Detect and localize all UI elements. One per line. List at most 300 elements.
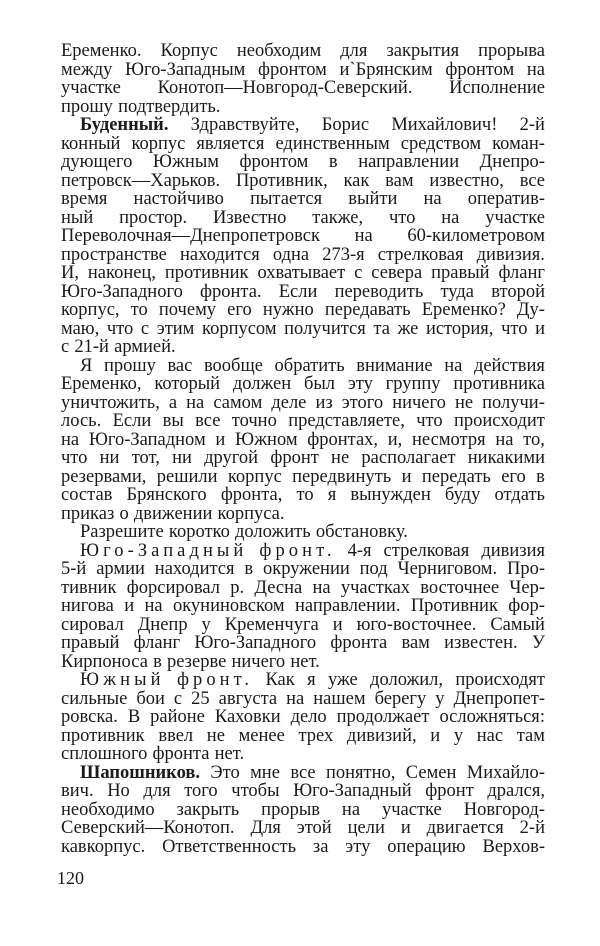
word: юго-восточнее. — [356, 614, 477, 635]
section-heading: Юго-Западный — [80, 540, 248, 561]
word: получи- — [482, 392, 545, 413]
word: нужно — [262, 300, 314, 320]
word: располагает — [361, 448, 456, 468]
text-line — [61, 264, 545, 283]
word: августа — [218, 688, 278, 709]
word: простор. — [119, 207, 188, 228]
word: никакими — [467, 448, 545, 468]
text-line — [61, 449, 545, 468]
word: с — [173, 688, 183, 709]
word: прошу — [61, 96, 113, 117]
word: уничтожить, — [61, 392, 160, 413]
word: Как — [265, 670, 295, 690]
text-line — [61, 227, 545, 246]
word: для — [143, 781, 171, 801]
word: 5-й — [61, 559, 87, 579]
word: закрытия — [386, 41, 460, 61]
word: пространстве — [61, 244, 167, 265]
text-line — [61, 357, 545, 376]
word: на — [444, 355, 463, 376]
word: двигается — [426, 818, 504, 838]
word: У — [531, 633, 545, 653]
text-line — [61, 190, 545, 209]
word: Днепро- — [479, 152, 545, 172]
word: прорыв — [261, 799, 320, 820]
text-line — [61, 801, 545, 820]
word: дрался, — [487, 781, 545, 801]
word: Исполнение — [449, 78, 545, 98]
word: Противник, — [235, 170, 328, 191]
word: то — [296, 485, 314, 505]
word: все — [290, 762, 316, 783]
word: ный — [61, 207, 94, 228]
word: понятно, — [325, 762, 396, 783]
word: нет. — [290, 651, 320, 672]
word: история, — [425, 318, 494, 339]
text-line — [61, 209, 545, 228]
word: Но — [107, 781, 130, 801]
text-line — [61, 375, 545, 394]
word: эту — [347, 374, 373, 394]
word: что — [61, 448, 88, 468]
text-line — [61, 764, 545, 783]
word: коротко — [168, 522, 230, 542]
word: деле — [271, 392, 307, 413]
word: 25 — [191, 688, 210, 709]
word: Чер- — [509, 577, 545, 598]
word: буду — [444, 485, 481, 505]
word: обратить — [274, 355, 345, 376]
word: который — [154, 374, 221, 394]
word: передвинуть — [292, 466, 392, 487]
word: необходим — [236, 41, 322, 61]
word: состав — [61, 485, 113, 505]
word: не — [206, 725, 225, 746]
word: средством — [400, 133, 482, 154]
word: решили — [156, 466, 218, 487]
word: лось. — [61, 411, 102, 431]
text-line — [61, 431, 545, 450]
word: противника — [453, 374, 545, 394]
word: Самый — [490, 614, 545, 635]
text-line — [61, 79, 545, 98]
word: нас — [476, 725, 504, 746]
word: из — [315, 392, 333, 413]
word: же — [397, 318, 419, 339]
word: Семен — [405, 762, 457, 783]
word: корпус — [227, 466, 282, 487]
word: Для — [250, 818, 281, 838]
text-line — [61, 671, 545, 690]
page-number: 120 — [57, 868, 84, 888]
word: и — [535, 318, 545, 339]
word: и — [401, 466, 412, 487]
word: Днепр — [137, 614, 188, 635]
word: восточнее — [420, 577, 500, 598]
word: также, — [312, 207, 364, 228]
word: является — [196, 133, 265, 154]
word: то — [130, 300, 148, 320]
word: у — [201, 614, 211, 635]
word: участках — [340, 577, 411, 598]
word: второй — [491, 281, 545, 302]
word: 2-й — [519, 818, 545, 838]
word: Юго-Западном — [88, 429, 206, 450]
word: трех — [298, 725, 334, 746]
word: другой — [204, 448, 259, 468]
word: на — [526, 59, 545, 80]
word: Юго-Западным — [125, 59, 246, 80]
word: этой — [296, 818, 332, 838]
word: Кирпоноса — [61, 651, 148, 672]
word: на — [441, 207, 460, 228]
word: Это — [210, 762, 240, 783]
word: кавкорпус. — [61, 836, 146, 857]
text-line — [61, 653, 545, 672]
word: фронта — [152, 744, 210, 764]
word: коман- — [492, 133, 545, 154]
text-line — [61, 505, 545, 524]
text-line — [61, 708, 545, 727]
text-line — [61, 153, 545, 172]
word: и`Брянским — [339, 59, 433, 80]
word: Еременко? — [421, 300, 506, 320]
word: 60-километровом — [407, 226, 545, 246]
word: корпусом — [202, 318, 277, 339]
word: в — [244, 559, 254, 579]
word: на — [423, 189, 442, 209]
word: Известно — [212, 207, 287, 228]
text-line — [61, 542, 545, 561]
word: нет. — [214, 744, 245, 764]
word: фронт — [270, 448, 319, 468]
word: то, — [523, 429, 545, 450]
word: фронтах, — [307, 429, 379, 450]
word: на — [354, 226, 373, 246]
word: туда — [440, 281, 475, 302]
word: севера — [371, 263, 423, 283]
word: этого — [341, 392, 384, 413]
word: фронтом — [258, 59, 327, 80]
word: окружении — [263, 559, 350, 579]
word: Михайлович! — [391, 115, 498, 135]
word: с — [140, 318, 150, 339]
word: тивник — [61, 577, 117, 598]
word: наконец, — [87, 263, 156, 283]
word: и — [215, 429, 226, 450]
word: И, — [61, 263, 79, 283]
word: армией. — [114, 337, 176, 357]
word: армии — [96, 559, 145, 579]
text-line — [61, 690, 545, 709]
word: а — [168, 392, 178, 413]
word: был — [303, 374, 336, 394]
word: уже — [327, 670, 358, 690]
word: происходят — [455, 670, 545, 690]
word: прошу — [103, 355, 156, 376]
word: 2-й — [519, 115, 545, 135]
word: фронтом — [239, 152, 309, 172]
word: группу — [385, 374, 441, 394]
word: Новгород- — [463, 799, 545, 820]
speaker-name: Буденный. — [80, 115, 169, 135]
text-line — [61, 301, 545, 320]
word: что — [106, 318, 134, 339]
word: 21-й — [74, 337, 109, 357]
word: этим — [156, 318, 195, 339]
word: та — [373, 318, 390, 339]
section-heading: фронт. — [259, 540, 336, 561]
word: и — [332, 614, 343, 635]
word: и, — [387, 429, 403, 450]
word: операцию — [387, 836, 466, 857]
word: и — [124, 596, 135, 616]
word: правый — [431, 263, 490, 283]
word: дело — [290, 707, 327, 727]
word: Про- — [506, 559, 545, 579]
word: все — [519, 170, 545, 191]
word: противник — [164, 263, 249, 283]
word: 273-я — [322, 244, 365, 265]
word: фор- — [508, 596, 545, 616]
section-heading: фронт. — [176, 670, 254, 690]
word: Кременчуга — [224, 614, 319, 635]
word: Если — [112, 411, 152, 431]
word: нашем — [313, 688, 366, 709]
word: Днепропет- — [453, 688, 545, 709]
word: пытается — [250, 189, 323, 209]
text-line — [61, 727, 545, 746]
text-line — [61, 486, 545, 505]
text-line — [61, 61, 545, 80]
word: обстановку. — [315, 522, 408, 542]
word: Ду- — [516, 300, 545, 320]
word: выйти — [348, 189, 398, 209]
word: в — [153, 651, 162, 672]
body-text — [61, 42, 545, 856]
word: Конотоп—Новгород-Северский. — [157, 78, 413, 98]
word: правый — [61, 633, 120, 653]
text-line — [61, 819, 545, 838]
text-line — [61, 782, 545, 801]
word: как — [343, 170, 370, 191]
word: нигова — [61, 596, 114, 616]
text-line — [61, 320, 545, 339]
word: р. — [230, 577, 245, 598]
word: охватывает — [257, 263, 346, 283]
word: осложняться: — [439, 707, 545, 727]
word: Здравствуйте, — [190, 115, 300, 135]
word: продолжает — [336, 707, 430, 727]
word: под — [359, 559, 388, 579]
word: эту — [345, 836, 371, 857]
word: происходит — [453, 411, 545, 431]
word: движении — [133, 503, 213, 524]
word: стрелковая — [383, 540, 470, 561]
word: самом — [213, 392, 263, 413]
word: между — [61, 59, 113, 80]
word: не — [331, 448, 350, 468]
word: 4-я — [347, 540, 372, 561]
word: вас — [167, 355, 193, 376]
word: известен. — [444, 633, 518, 653]
word: его — [501, 466, 526, 487]
word: Разрешите — [80, 522, 164, 542]
text-line — [61, 579, 545, 598]
text-line — [61, 172, 545, 191]
word: резервами, — [61, 466, 147, 487]
word: переводить — [334, 281, 424, 302]
word: прорыва — [478, 41, 545, 61]
word: чтобы — [231, 781, 280, 801]
word: Южном — [235, 429, 298, 450]
speaker-name: Шапошников. — [80, 762, 200, 783]
word: должен — [232, 374, 292, 394]
word: Брянского — [126, 485, 207, 505]
word: участке — [381, 799, 442, 820]
word: участке — [485, 207, 545, 228]
word: доложить — [235, 522, 311, 542]
word: Верхов- — [482, 836, 545, 857]
word: что — [388, 207, 416, 228]
word: берегу — [374, 688, 427, 709]
word: оператив- — [467, 189, 545, 209]
word: ровска. — [61, 707, 118, 727]
word: того — [184, 781, 218, 801]
word: время — [61, 189, 108, 209]
word: с — [61, 337, 70, 357]
word: не — [454, 392, 474, 413]
word: Еременко. — [61, 41, 142, 61]
word: корпус, — [61, 300, 120, 320]
text-line — [61, 523, 545, 542]
word: получится — [284, 318, 366, 339]
word: для — [340, 41, 368, 61]
word: я — [327, 485, 337, 505]
word: что — [501, 318, 528, 339]
word: дующего — [61, 152, 133, 172]
word: вич. — [61, 781, 94, 801]
text-line — [61, 745, 545, 764]
word: противник — [61, 725, 145, 746]
word: В — [127, 707, 141, 727]
word: ввел — [158, 725, 194, 746]
word: окуниновском — [172, 596, 285, 616]
word: фронта — [330, 633, 388, 653]
word: вообще — [203, 355, 263, 376]
word: Ответственность — [162, 836, 297, 857]
word: резерве — [167, 651, 227, 672]
text-line — [61, 560, 545, 579]
word: Южным — [152, 152, 219, 172]
word: его — [227, 300, 252, 320]
word: маю, — [61, 318, 100, 339]
word: направлении. — [294, 596, 401, 616]
section-heading: Южный — [80, 670, 165, 690]
text-line — [61, 116, 545, 135]
word: петровск—Харьков. — [61, 170, 221, 191]
word: ничего — [231, 651, 286, 672]
word: Я — [80, 355, 93, 376]
word: фронт — [425, 781, 474, 801]
word: вы — [162, 411, 184, 431]
text-line — [61, 838, 545, 857]
word: Каховки — [214, 707, 281, 727]
word: что — [416, 411, 443, 431]
word: ни — [172, 448, 192, 468]
word: сплошного — [61, 744, 148, 764]
word: форсировал — [126, 577, 220, 598]
word: на — [341, 799, 361, 820]
word: закрыть — [176, 799, 240, 820]
word: Если — [278, 281, 318, 302]
text-line — [61, 246, 545, 265]
word: у — [453, 725, 464, 746]
word: на — [144, 596, 163, 616]
word: за — [312, 836, 329, 857]
word: стрелковая — [377, 244, 464, 265]
word: на — [286, 688, 305, 709]
word: действия — [473, 355, 545, 376]
word: бои — [136, 688, 165, 709]
word: и — [400, 818, 411, 838]
word: у — [435, 688, 445, 709]
word: приказ — [61, 503, 115, 524]
word: фронта, — [220, 485, 283, 505]
word: вам — [385, 170, 414, 191]
word: о — [119, 503, 129, 524]
word: с — [354, 263, 363, 283]
word: участке — [61, 78, 121, 98]
word: тот, — [131, 448, 160, 468]
text-line — [61, 468, 545, 487]
word: доложил, — [370, 670, 444, 690]
word: менее — [238, 725, 285, 746]
word: направлении — [358, 152, 460, 172]
word: фронта. — [200, 281, 262, 302]
word: Северский—Конотоп. — [61, 818, 235, 838]
text-line — [61, 338, 545, 357]
text-line — [61, 98, 545, 117]
word: в — [328, 152, 338, 172]
text-line — [61, 616, 545, 635]
text-line — [61, 283, 545, 302]
word: Черниговом. — [397, 559, 498, 579]
word: мне — [250, 762, 280, 783]
text-line — [61, 394, 545, 413]
word: Корпус — [160, 41, 218, 61]
word: цели — [347, 818, 385, 838]
word: ни — [99, 448, 120, 468]
word: фронтом — [445, 59, 515, 80]
word: конный — [61, 133, 121, 154]
word: на — [495, 429, 514, 450]
word: Юго-Западного — [61, 281, 183, 302]
word: на — [61, 429, 80, 450]
text-line — [61, 412, 545, 431]
word: дивизия. — [476, 244, 545, 265]
word: Михайло- — [466, 762, 545, 783]
word: Юго-Западный — [293, 781, 412, 801]
text-line — [61, 42, 545, 61]
word: вам — [401, 633, 430, 653]
word: передать — [421, 466, 491, 487]
word: я — [307, 670, 316, 690]
word: сировал — [61, 614, 124, 635]
word: Борис — [321, 115, 370, 135]
word: несмотря — [412, 429, 486, 450]
text-line — [61, 597, 545, 616]
